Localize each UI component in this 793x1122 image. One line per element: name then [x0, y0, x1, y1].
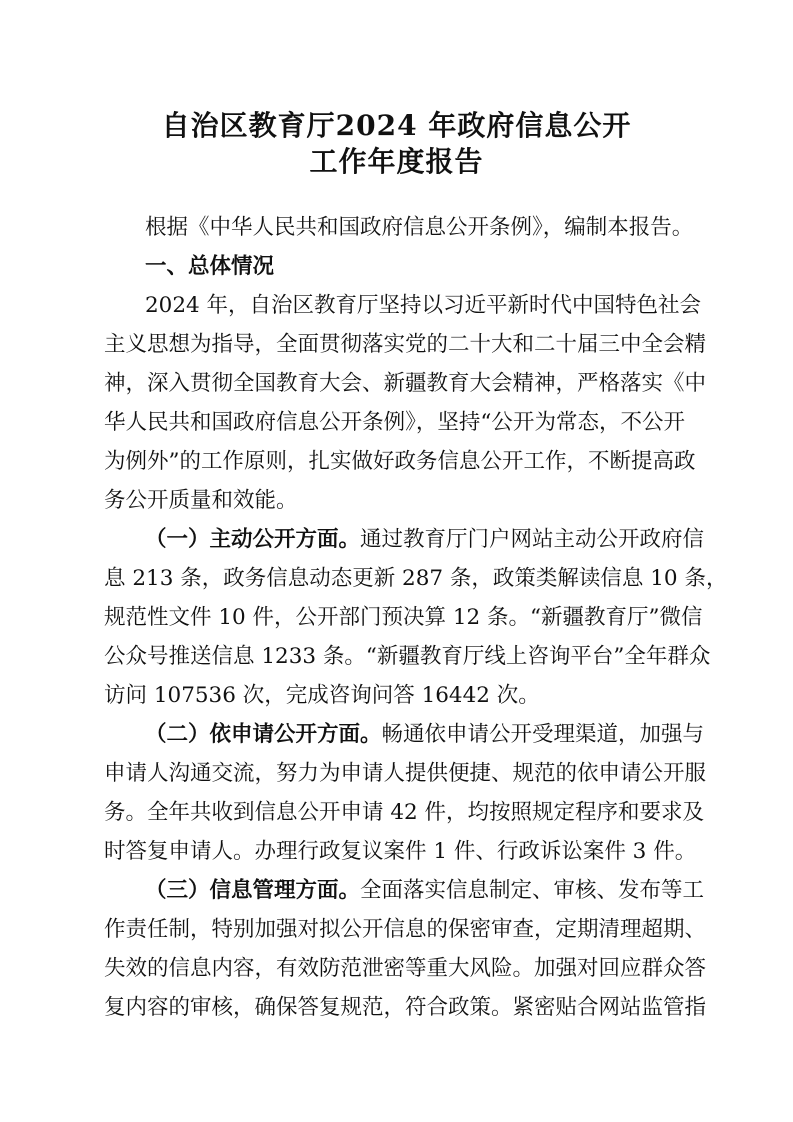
overview-line-4: 华人民共和国政府信息公开条例》，坚持“公开为常态，不公开: [104, 410, 685, 435]
info-management-line-2: 作责任制，特别加强对拟公开信息的保密审查，定期清理超期、: [104, 917, 707, 942]
active-disclosure-line-2: 息 213 条，政务信息动态更新 287 条，政策类解读信息 10 条，: [104, 566, 728, 591]
application-disclosure-lead: （二）依申请公开方面。: [145, 722, 382, 747]
overview-line-5: 为例外”的工作原则，扎实做好政务信息公开工作，不断提高政: [104, 449, 696, 474]
info-management-text: 全面落实信息制定、审核、发布等工: [360, 878, 705, 903]
overview-line-1: 2024 年，自治区教育厅坚持以习近平新时代中国特色社会: [145, 293, 702, 318]
application-disclosure-line-3: 务。全年共收到信息公开申请 42 件，均按照规定程序和要求及: [104, 800, 705, 825]
document-title-line-1: 自治区教育厅2024 年政府信息公开: [161, 109, 632, 142]
info-management-line-1: [145, 878, 705, 904]
overview-line-2: 主义思想为指导，全面贯彻落实党的二十大和二十届三中全会精: [104, 332, 707, 357]
info-management-line-3: 失效的信息内容，有效防范泄密等重大风险。加强对回应群众答: [104, 956, 707, 981]
active-disclosure-line-4: 公众号推送信息 1233 条。“新疆教育厅线上咨询平台”全年群众: [104, 644, 711, 669]
overview-line-3: 神，深入贯彻全国教育大会、新疆教育大会精神，严格落实《中: [104, 371, 707, 396]
active-disclosure-text: 通过教育厅门户网站主动公开政府信: [360, 527, 705, 552]
intro-paragraph: 根据《中华人民共和国政府信息公开条例》，编制本报告。: [145, 215, 694, 240]
active-disclosure-lead: （一）主动公开方面。: [145, 527, 361, 552]
application-disclosure-line-4: 时答复申请人。办理行政复议案件 1 件、行政诉讼案件 3 件。: [104, 839, 697, 864]
info-management-line-4: 复内容的审核，确保答复规范，符合政策。紧密贴合网站监管指: [104, 995, 707, 1020]
application-disclosure-line-2: 申请人沟通交流，努力为申请人提供便捷、规范的依申请公开服: [104, 761, 707, 786]
overview-line-6: 务公开质量和效能。: [104, 488, 298, 513]
document-title-line-2: 工作年度报告: [309, 145, 484, 178]
section-heading-overview: 一、总体情况: [145, 254, 275, 279]
application-disclosure-text: 畅通依申请公开受理渠道，加强与: [381, 722, 705, 747]
active-disclosure-line-5: 访问 107536 次，完成咨询问答 16442 次。: [104, 683, 540, 708]
active-disclosure-line-1: [145, 527, 705, 553]
application-disclosure-line-1: [145, 722, 705, 748]
info-management-lead: （三）信息管理方面。: [145, 878, 361, 903]
active-disclosure-line-3: 规范性文件 10 件，公开部门预决算 12 条。“新疆教育厅”微信: [104, 605, 703, 630]
